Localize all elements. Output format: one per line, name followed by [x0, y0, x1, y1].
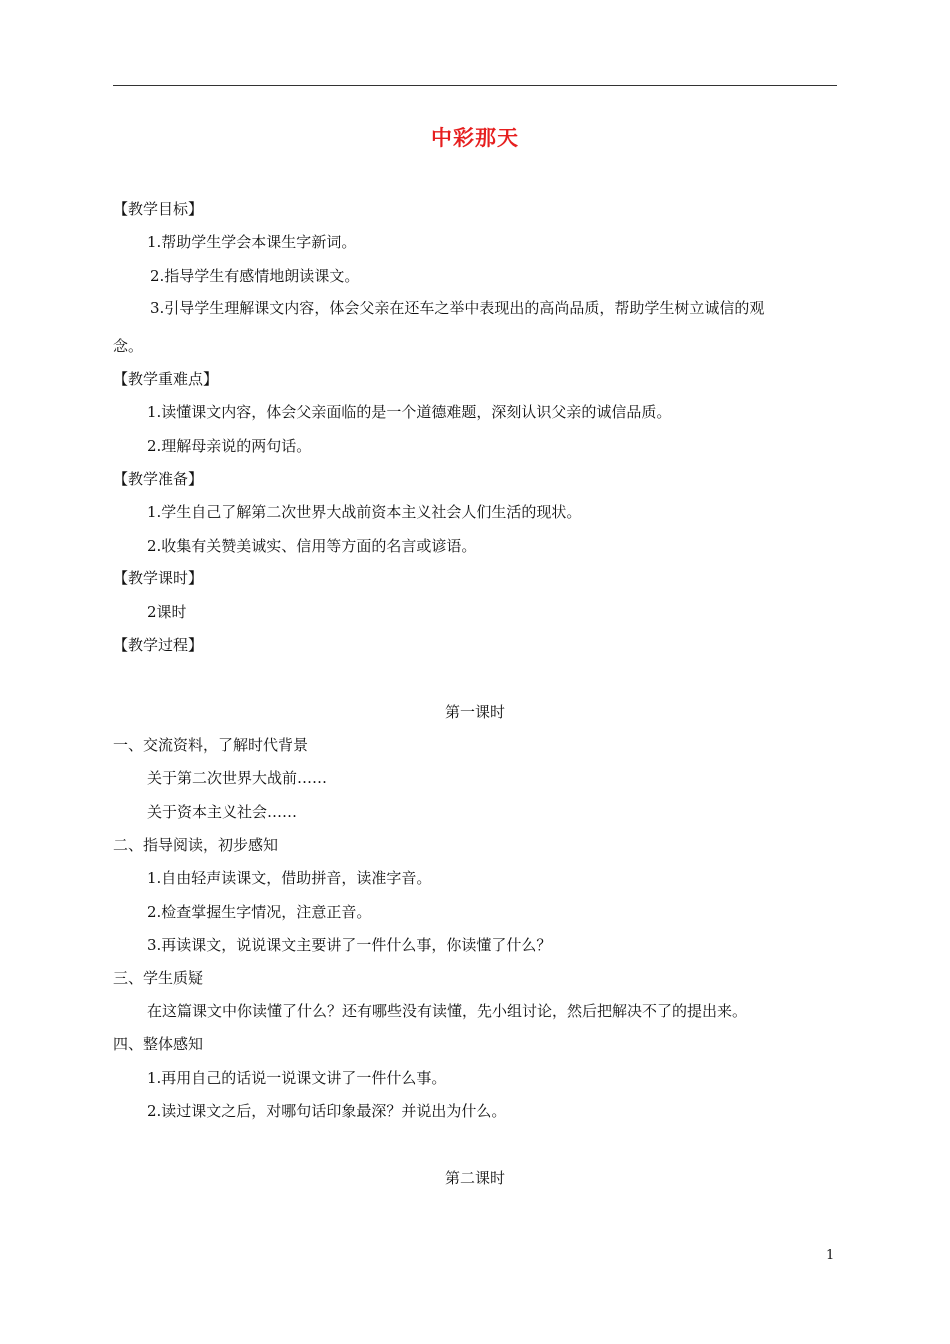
lesson-1-step-3-text: 在这篇课文中你读懂了什么？还有哪些没有读懂，先小组讨论，然后把解决不了的提出来。	[147, 1002, 748, 1020]
header-rule	[113, 85, 837, 86]
lesson-1-step-1: 一、交流资料，了解时代背景	[113, 736, 309, 754]
lesson-1-step-1-item-a: 关于第二次世界大战前……	[147, 769, 328, 787]
hours-value: 2课时	[147, 603, 187, 621]
lesson-1-step-2: 二、指导阅读，初步感知	[113, 836, 279, 854]
preparation-item-1: 1.学生自己了解第二次世界大战前资本主义社会人们生活的现状。	[147, 503, 582, 521]
goal-item-3-continued: 念。	[113, 337, 144, 355]
goal-item-2: 2.指导学生有感情地朗读课文。	[150, 267, 360, 285]
lesson-1-step-4: 四、整体感知	[113, 1035, 204, 1053]
key-point-1: 1.读懂课文内容，体会父亲面临的是一个道德难题，深刻认识父亲的诚信品质。	[147, 403, 672, 421]
lesson-1-step-4-item-1: 1.再用自己的话说一说课文讲了一件什么事。	[147, 1069, 447, 1087]
lesson-1-step-2-item-2: 2.检查掌握生字情况，注意正音。	[147, 903, 372, 921]
key-points-heading: 【教学重难点】	[113, 370, 219, 388]
goals-heading: 【教学目标】	[113, 200, 204, 218]
lesson-1-heading: 第一课时	[444, 703, 505, 721]
page-number: 1	[826, 1248, 835, 1263]
lesson-1-step-3: 三、学生质疑	[113, 969, 204, 987]
lesson-1-step-1-item-b: 关于资本主义社会……	[147, 803, 298, 821]
preparation-heading: 【教学准备】	[113, 470, 204, 488]
lesson-2-heading: 第二课时	[444, 1169, 505, 1187]
goal-item-1: 1.帮助学生学会本课生字新词。	[147, 233, 357, 251]
lesson-1-step-4-item-2: 2.读过课文之后，对哪句话印象最深？并说出为什么。	[147, 1102, 507, 1120]
lesson-1-step-2-item-1: 1.自由轻声读课文，借助拼音，读准字音。	[147, 869, 432, 887]
preparation-item-2: 2.收集有关赞美诚实、信用等方面的名言或谚语。	[147, 537, 477, 555]
hours-heading: 【教学课时】	[113, 569, 204, 587]
key-point-2: 2.理解母亲说的两句话。	[147, 437, 312, 455]
goal-item-3: 3.引导学生理解课文内容，体会父亲在还车之举中表现出的高尚品质，帮助学生树立诚信的观	[150, 299, 765, 317]
process-heading: 【教学过程】	[113, 636, 204, 654]
document-title: 中彩那天	[431, 125, 519, 150]
lesson-1-step-2-item-3: 3.再读课文，说说课文主要讲了一件什么事，你读懂了什么？	[147, 936, 552, 954]
